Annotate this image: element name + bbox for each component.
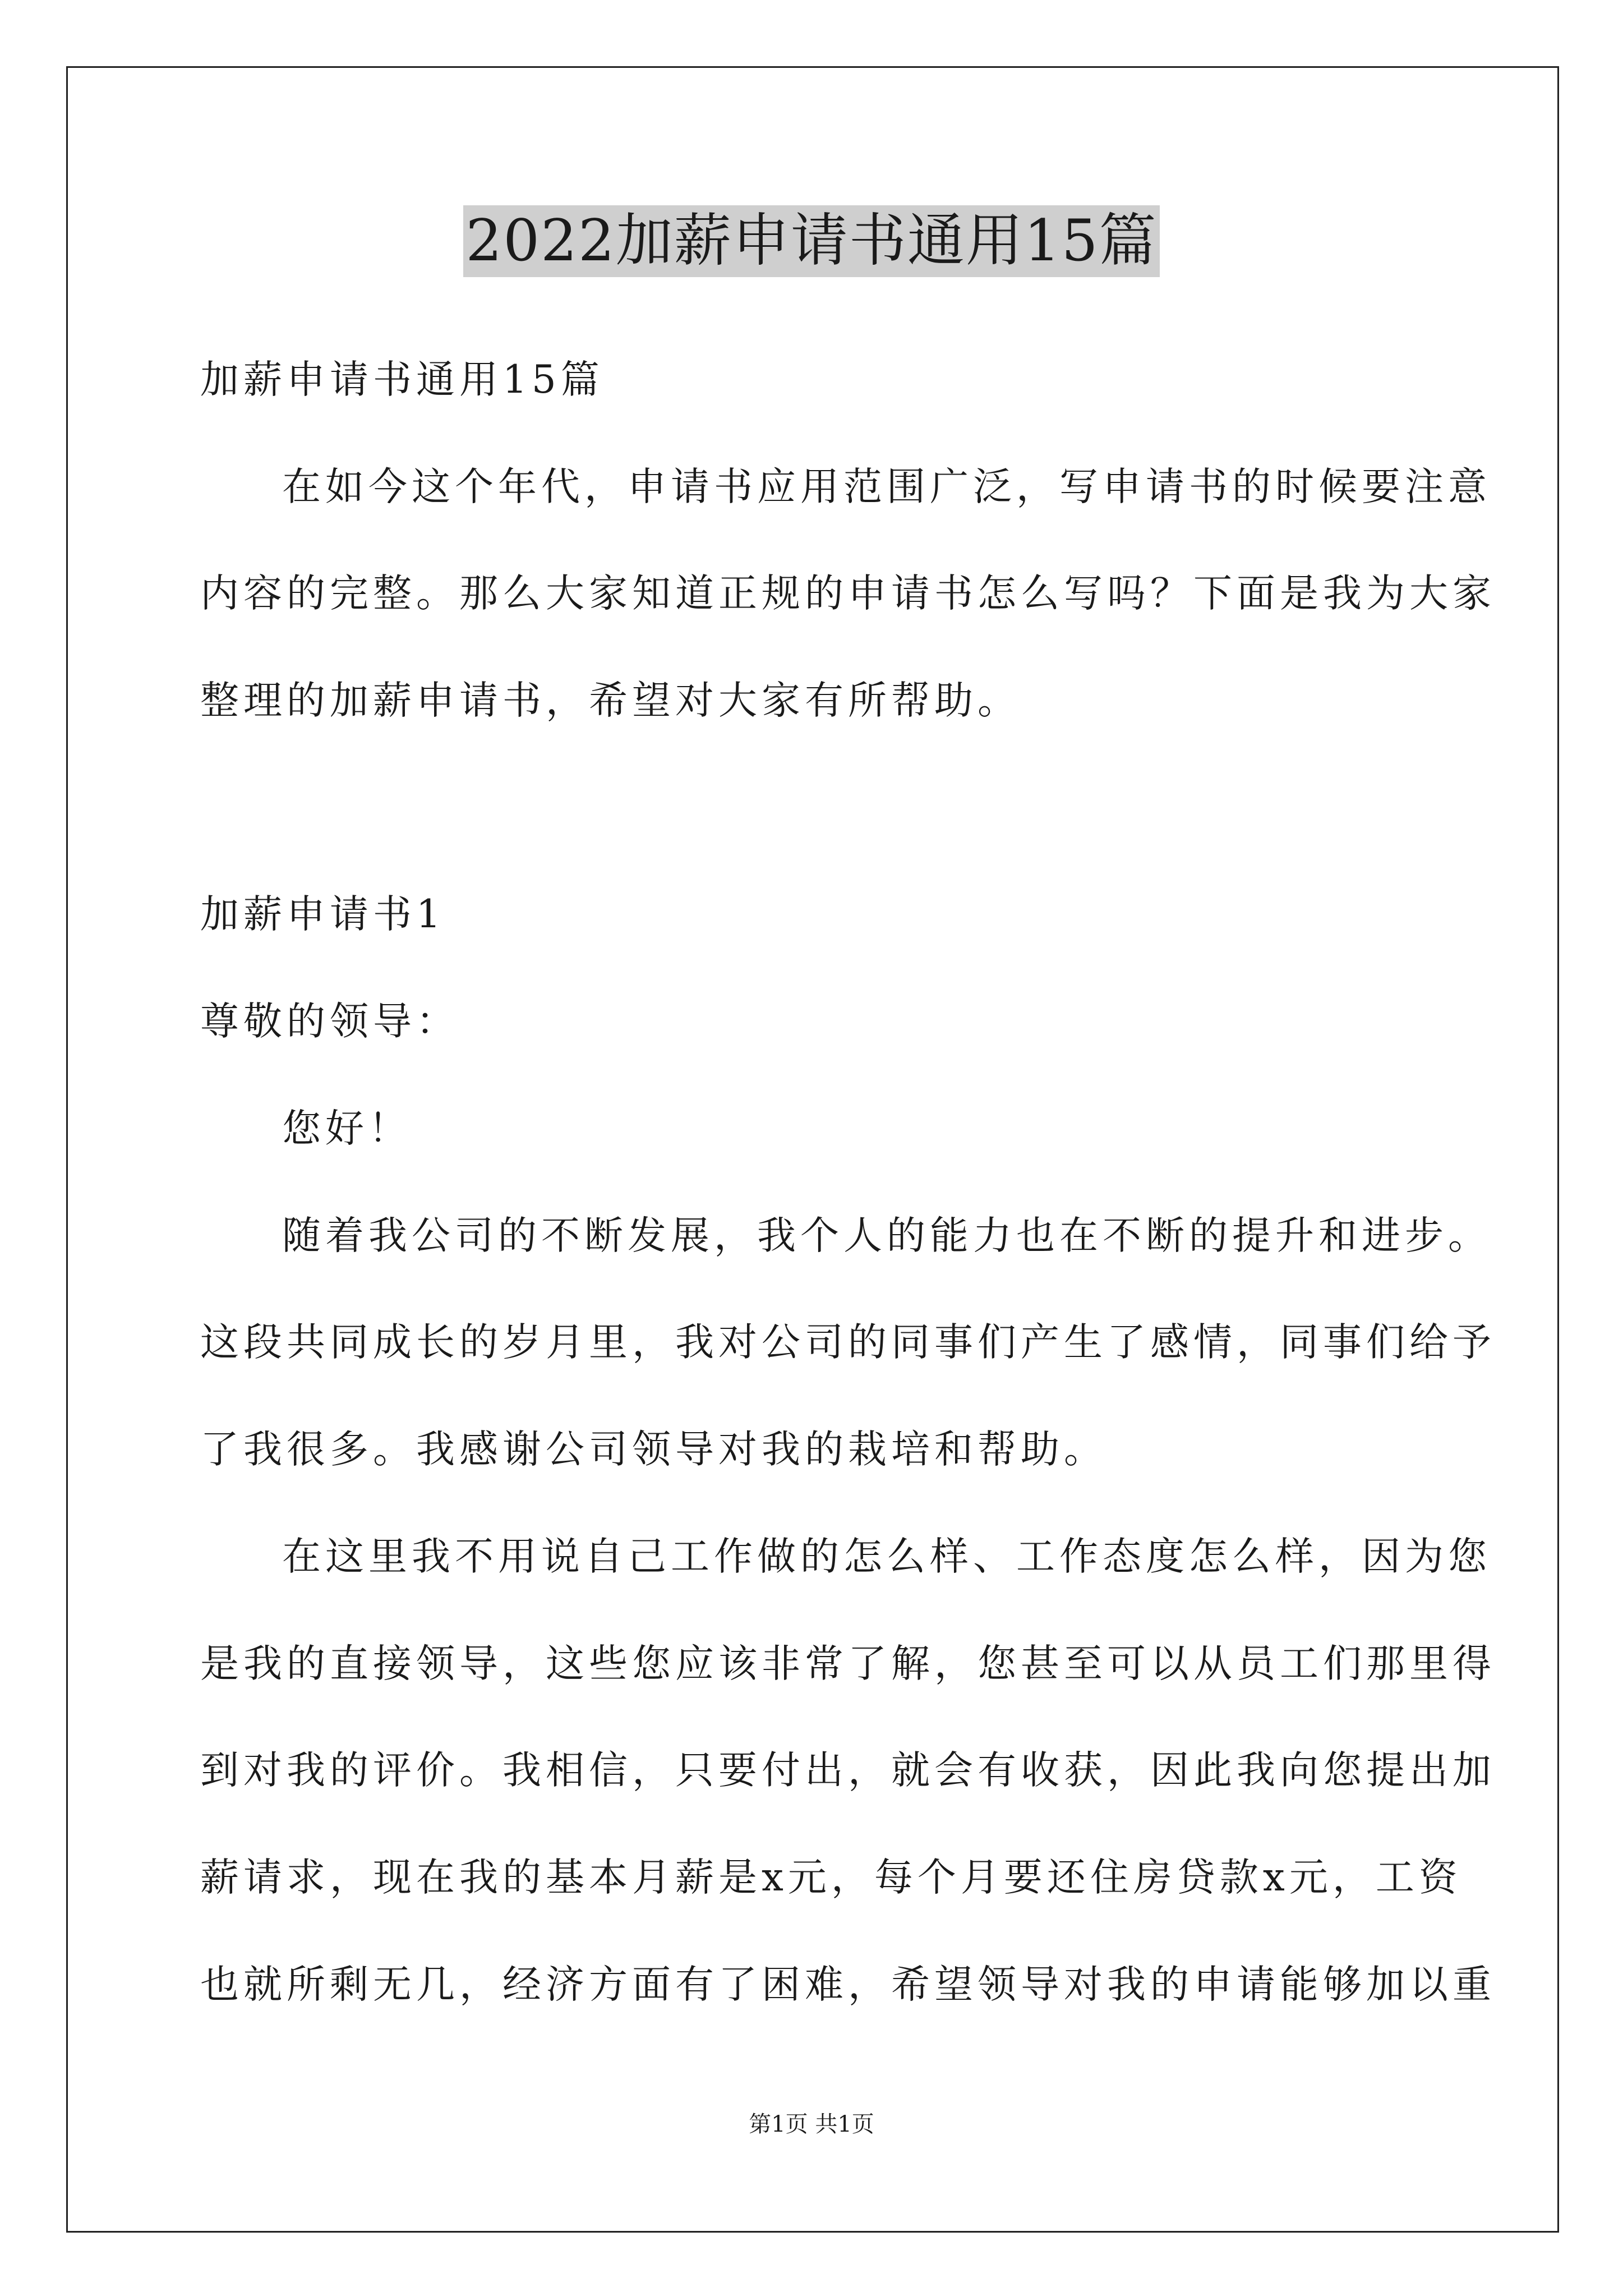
paragraph-2-line-1: 在这里我不用说自己工作做的怎么样、工作态度怎么样，因为您 bbox=[282, 1534, 1491, 1579]
page-footer: 第1页 共1页 bbox=[749, 2111, 874, 2137]
paragraph-2-line-3: 到对我的评价。我相信，只要付出，就会有收获，因此我向您提出加 bbox=[200, 1748, 1496, 1793]
paragraph-2-line-5: 也就所剩无几，经济方面有了困难，希望领导对我的申请能够加以重 bbox=[200, 1962, 1496, 2007]
document-title: 2022加薪申请书通用15篇 bbox=[463, 205, 1159, 277]
intro-line-1: 在如今这个年代，申请书应用范围广泛，写申请书的时候要注意 bbox=[282, 464, 1491, 509]
paragraph-2-line-2: 是我的直接领导，这些您应该非常了解，您甚至可以从员工们那里得 bbox=[200, 1641, 1496, 1686]
document-subtitle: 加薪申请书通用15篇 bbox=[200, 357, 604, 402]
section-heading: 加薪申请书1 bbox=[200, 892, 445, 937]
greeting: 您好！ bbox=[282, 1106, 412, 1151]
intro-line-2: 内容的完整。那么大家知道正规的申请书怎么写吗？下面是我为大家 bbox=[200, 571, 1496, 616]
salutation: 尊敬的领导： bbox=[200, 999, 459, 1044]
paragraph-1-line-2: 这段共同成长的岁月里，我对公司的同事们产生了感情，同事们给予 bbox=[200, 1320, 1496, 1365]
title-container bbox=[0, 205, 1623, 277]
intro-line-3: 整理的加薪申请书，希望对大家有所帮助。 bbox=[200, 678, 1021, 723]
paragraph-2-line-4: 薪请求，现在我的基本月薪是x元，每个月要还住房贷款x元，工资 bbox=[200, 1855, 1462, 1900]
paragraph-1-line-3: 了我很多。我感谢公司领导对我的栽培和帮助。 bbox=[200, 1427, 1107, 1472]
paragraph-1-line-1: 随着我公司的不断发展，我个人的能力也在不断的提升和进步。 bbox=[282, 1213, 1491, 1258]
